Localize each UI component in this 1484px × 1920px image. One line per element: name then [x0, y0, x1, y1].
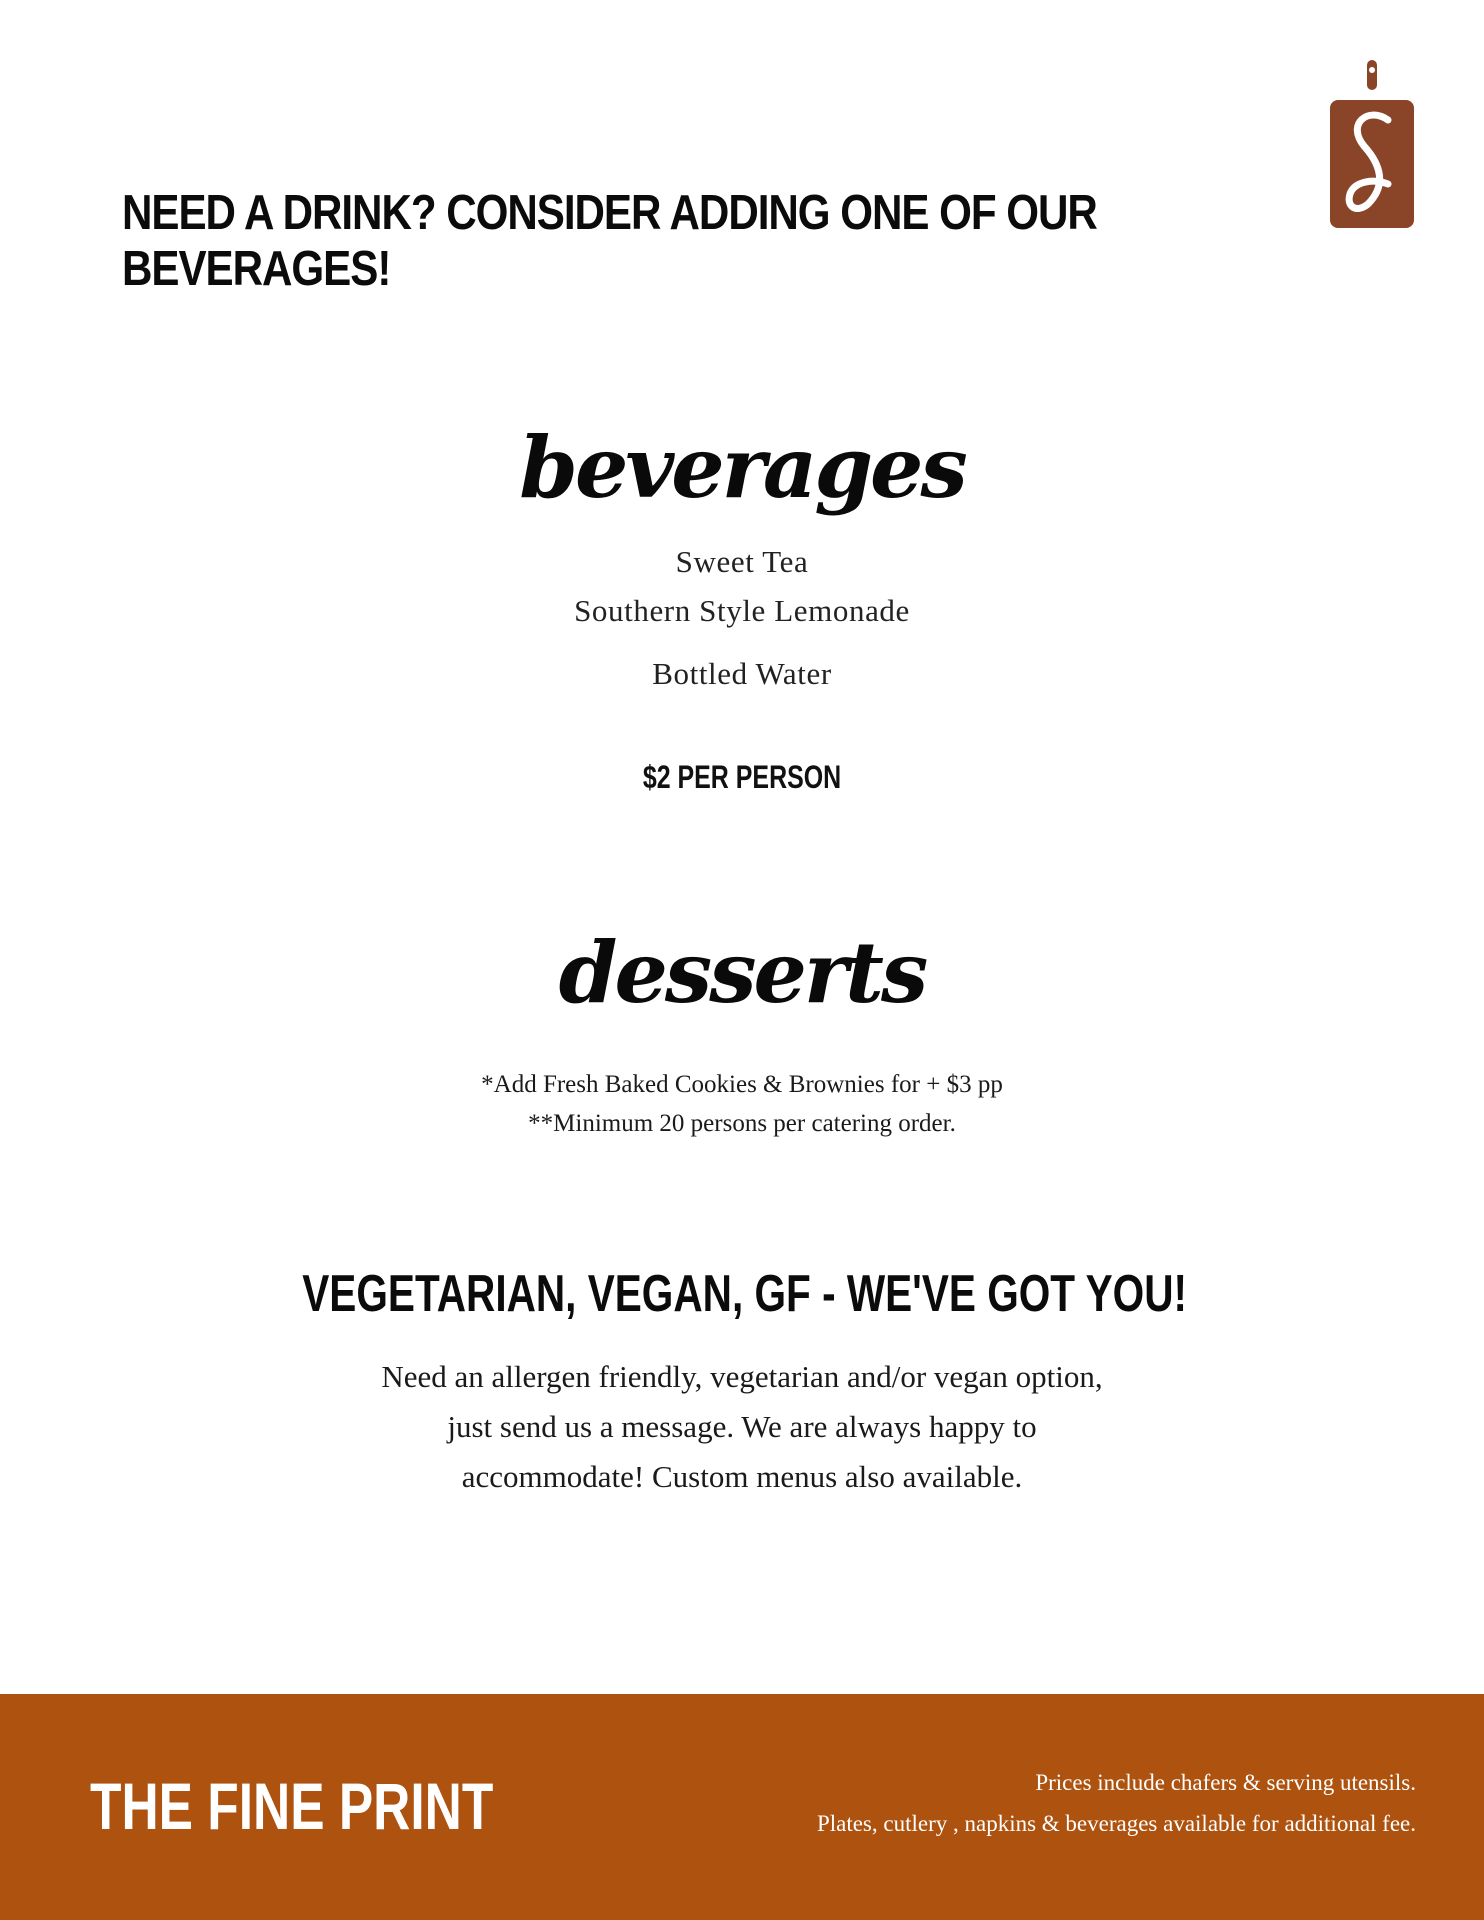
dietary-heading: VEGETARIAN, VEGAN, GF - WE'VE GOT YOU!	[302, 1265, 1188, 1323]
dietary-line: just send us a message. We are always happy to	[447, 1409, 1037, 1444]
beverage-price: $2 PER PERSON	[642, 759, 842, 795]
desserts-title: desserts	[558, 923, 926, 1022]
beverages-title: beverages	[519, 418, 965, 517]
dessert-note-cookies: *Add Fresh Baked Cookies & Brownies for + $3 pp	[481, 1071, 1003, 1098]
footer-note-plates: Plates, cutlery , napkins & beverages available for additional fee.	[816, 1811, 1416, 1836]
page-headline: NEED A DRINK? CONSIDER ADDING ONE OF OUR BEVERAGES!	[122, 186, 1097, 296]
beverage-item-lemonade: Southern Style Lemonade	[574, 593, 910, 628]
beverage-item-water: Bottled Water	[652, 656, 832, 691]
footer-note-chafers: Prices include chafers & serving utensils.	[1035, 1770, 1416, 1795]
dietary-line: accommodate! Custom menus also available.	[461, 1459, 1023, 1494]
dietary-line: Need an allergen friendly, vegetarian and/or vegan option,	[381, 1359, 1103, 1394]
beverage-item-sweet-tea: Sweet Tea	[675, 544, 809, 579]
footer-title: THE FINE PRINT	[90, 1769, 494, 1843]
dietary-paragraph	[292, 1352, 1192, 1502]
dessert-note-minimum: **Minimum 20 persons per catering order.	[528, 1110, 956, 1137]
logo-letter: S	[1328, 58, 1329, 59]
fine-print-footer	[0, 1694, 1484, 1920]
cutting-board-s-logo-icon	[1328, 58, 1416, 230]
